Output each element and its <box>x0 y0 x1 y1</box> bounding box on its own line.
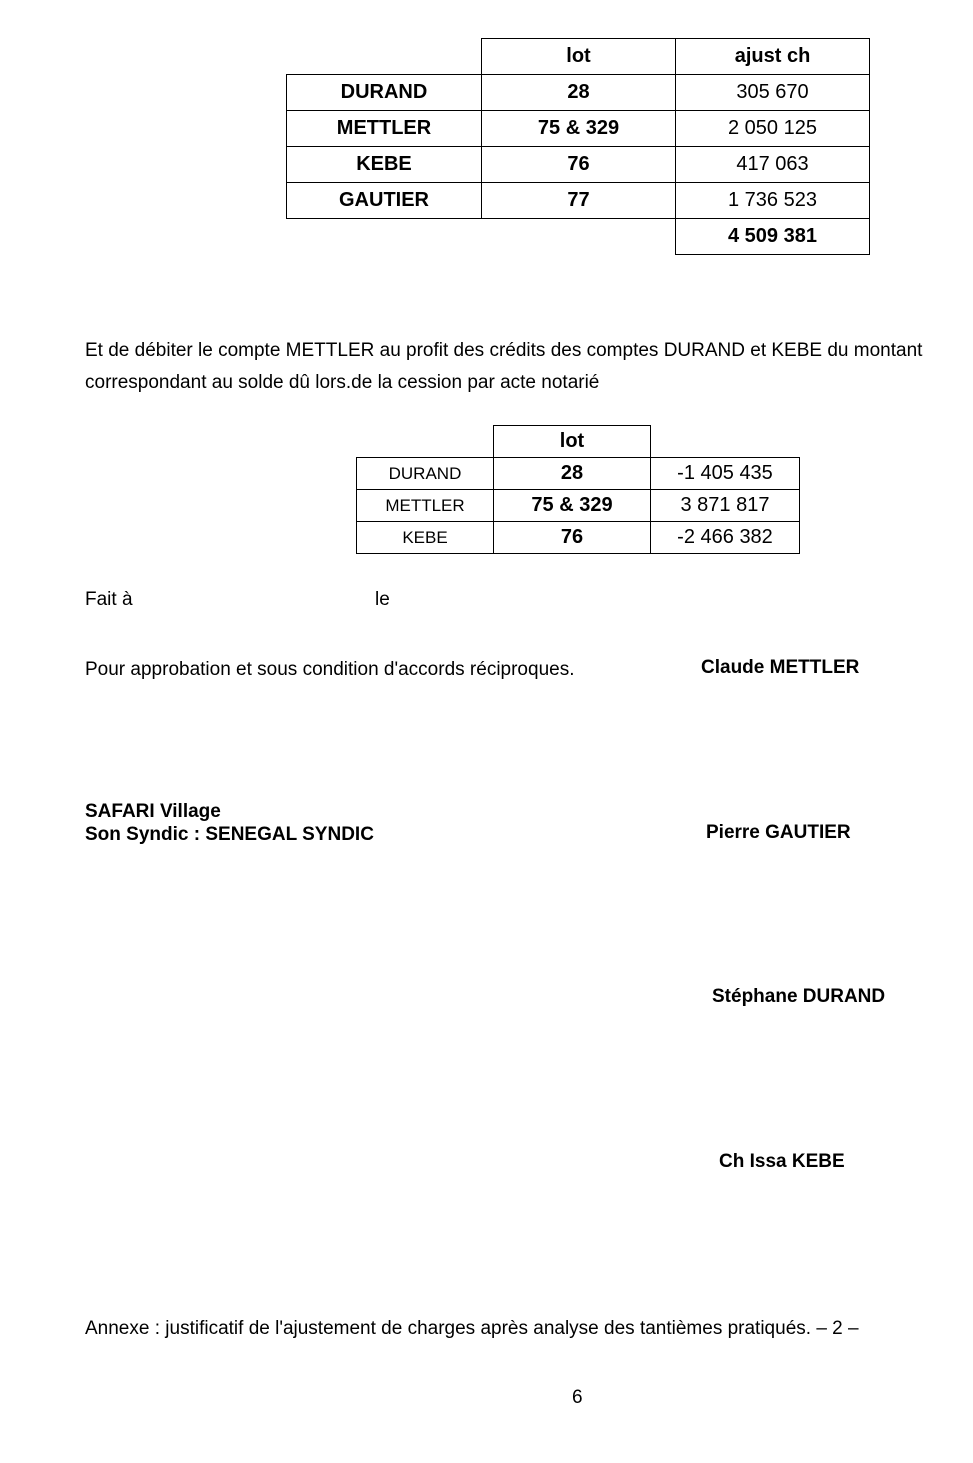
row-lot: 76 <box>494 522 651 554</box>
row-ajust: 2 050 125 <box>676 111 870 147</box>
signatory-durand: Stéphane DURAND <box>712 986 886 1007</box>
row-lot: 75 & 329 <box>482 111 676 147</box>
row-lot: 76 <box>482 147 676 183</box>
syndic-company: Son Syndic : SENEGAL SYNDIC <box>85 824 374 845</box>
row-lot: 28 <box>482 75 676 111</box>
table-row <box>287 111 870 147</box>
row-amount: -1 405 435 <box>651 458 800 490</box>
table-header-row <box>357 426 800 458</box>
row-name: GAUTIER <box>287 183 482 219</box>
header-lot: lot <box>494 426 651 458</box>
balance-table <box>356 425 800 554</box>
row-amount: 3 871 817 <box>651 490 800 522</box>
row-ajust: 417 063 <box>676 147 870 183</box>
table-row <box>357 490 800 522</box>
signatory-gautier: Pierre GAUTIER <box>706 822 851 843</box>
page-number: 6 <box>572 1387 583 1408</box>
table-header-row <box>287 39 870 75</box>
row-name: METTLER <box>287 111 482 147</box>
row-name: DURAND <box>287 75 482 111</box>
debit-paragraph: Et de débiter le compte METTLER au profit des crédits des comptes DURAND et KEBE du montant correspondant au solde dû lors.de la cession par acte notarié <box>85 340 923 393</box>
syndic-name: SAFARI Village <box>85 801 221 822</box>
table-row <box>287 147 870 183</box>
signatory-mettler: Claude METTLER <box>701 657 860 678</box>
row-ajust: 1 736 523 <box>676 183 870 219</box>
le-label: le <box>375 589 390 610</box>
row-lot: 28 <box>494 458 651 490</box>
row-amount: -2 466 382 <box>651 522 800 554</box>
approval-text: Pour approbation et sous condition d'accords réciproques. <box>85 659 575 680</box>
header-ajust-ch: ajust ch <box>676 39 870 75</box>
charges-adjustment-table <box>286 38 870 255</box>
row-name: METTLER <box>357 490 494 522</box>
signatory-kebe: Ch Issa KEBE <box>719 1151 845 1172</box>
table-row <box>287 75 870 111</box>
table-total-row <box>287 219 870 255</box>
table-row <box>357 522 800 554</box>
table-row <box>287 183 870 219</box>
annex-note: Annexe : justificatif de l'ajustement de charges après analyse des tantièmes pratiqués. – 2 – <box>85 1318 859 1339</box>
row-lot: 75 & 329 <box>494 490 651 522</box>
row-ajust: 305 670 <box>676 75 870 111</box>
total-value: 4 509 381 <box>676 219 870 255</box>
table-row <box>357 458 800 490</box>
row-name: KEBE <box>357 522 494 554</box>
header-lot: lot <box>482 39 676 75</box>
row-name: DURAND <box>357 458 494 490</box>
row-lot: 77 <box>482 183 676 219</box>
fait-a-label: Fait à <box>85 589 133 610</box>
row-name: KEBE <box>287 147 482 183</box>
